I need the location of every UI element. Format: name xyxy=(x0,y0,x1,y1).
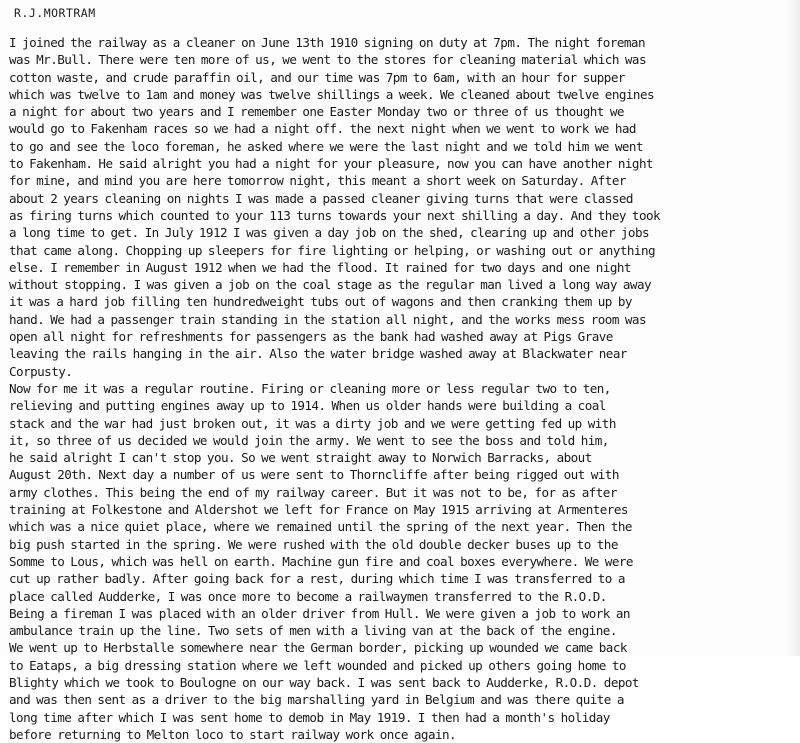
text-line: hand. We had a passenger train standing in the station all night, and the works mess room was xyxy=(9,311,646,327)
text-line: about 2 years cleaning on nights I was made a passed cleaner giving turns that were classed xyxy=(9,190,633,206)
text-line: stack and the war had just broken out, it was a dirty job and we were getting fed up with xyxy=(9,415,616,431)
text-line: as firing turns which counted to your 113 turns towards your next shilling a day. And they took xyxy=(9,207,661,223)
text-line: cotton waste, and crude paraffin oil, and our time was 7pm to 6am, with an hour for supper xyxy=(9,69,625,85)
text-line: which was a nice quiet place, where we remained until the spring of the next year. Then the xyxy=(9,519,632,535)
text-line: Corpusty. xyxy=(9,363,73,379)
document-body xyxy=(9,34,797,743)
text-line: was Mr.Bull. There were ten more of us, we went to the stores for cleaning material which was xyxy=(9,52,646,68)
text-line: Blighty which we took to Boulogne on our way back. I was sent back to Audderke, R.O.D. depot xyxy=(9,674,639,690)
text-line: else. I remember in August 1912 when we had the flood. It rained for two days and one night xyxy=(9,259,631,275)
text-line: cut up rather badly. After going back for a rest, during which time I was transferred to a xyxy=(9,571,625,587)
text-line: Being a fireman I was placed with an older driver from Hull. We were given a job to work an xyxy=(9,605,630,621)
text-line: open all night for refreshments for passengers as the bank had washed away at Pigs Grave xyxy=(9,329,613,345)
text-line: without stopping. I was given a job on the coal stage as the regular man lived a long way away xyxy=(9,277,652,293)
text-line: training at Folkestone and Aldershot we left for France on May 1915 arriving at Armenteres xyxy=(9,502,628,518)
text-line: big push started in the spring. We were rushed with the old double decker buses up to the xyxy=(9,536,618,552)
text-line: We went up to Herbstalle somewhere near the German border, picking up wounded we came back xyxy=(9,640,627,656)
text-line: a long time to get. In July 1912 I was given a day job on the shed, clearing up and other jobs xyxy=(9,225,650,241)
text-line: it was a hard job filling ten hundredweight tubs out of wagons and then cranking them up by xyxy=(9,294,632,310)
text-line: to go and see the loco foreman, he asked where we were the last night and we told him we went xyxy=(9,138,643,154)
text-line: before returning to Melton loco to start railway work once again. xyxy=(9,726,457,742)
text-line: I joined the railway as a cleaner on June 13th 1910 signing on duty at 7pm. The night foreman xyxy=(9,35,645,50)
text-line: Somme to Lous, which was hell on earth. Machine gun fire and coal boxes everywhere. We were xyxy=(9,553,633,569)
text-line: it, so three of us decided we would join the army. We went to see the boss and told him, xyxy=(9,432,609,448)
text-line: a night for about two years and I remember one Easter Monday two or three of us thought we xyxy=(9,104,624,120)
text-line: August 20th. Next day a number of us were sent to Thorncliffe after being rigged out with xyxy=(9,467,619,483)
text-line: place called Audderke, I was once more to become a railwaymen transferred to the R.O.D. xyxy=(9,588,607,604)
text-line: army clothes. This being the end of my railway career. But it was not to be, for as after xyxy=(9,484,617,500)
text-line: to Fakenham. He said alright you had a night for your pleasure, now you can have another night xyxy=(9,156,654,172)
text-line: that came along. Chopping up sleepers for fire lighting or helping, or washing out or anything xyxy=(9,242,656,258)
text-line: for mine, and mind you are here tomorrow night, this meant a short week on Saturday. After xyxy=(9,173,626,189)
text-line: ambulance train up the line. Two sets of men with a living van at the back of the engine. xyxy=(9,623,617,639)
page-edge-shadow xyxy=(786,0,800,656)
text-line: Now for me it was a regular routine. Firing or cleaning more or less regular two to ten, xyxy=(9,380,611,396)
text-line: relieving and putting engines away up to 1914. When us older hands were building a coal xyxy=(9,398,606,414)
text-line: he said alright I can't stop you. So we went straight away to Norwich Barracks, about xyxy=(9,450,592,466)
document-title: R.J.MORTRAM xyxy=(14,6,96,20)
text-line: to Eataps, a big dressing station where we left wounded and picked up others going home to xyxy=(9,657,626,673)
text-line: and was then sent as a driver to the big marshalling yard in Belgium and was there quite a xyxy=(9,692,624,708)
text-line: would go to Fakenham races so we had a night off. the next night when we went to work we had xyxy=(9,121,636,137)
text-line: leaving the rails hanging in the air. Also the water bridge washed away at Blackwater near xyxy=(9,346,627,362)
text-line: which was twelve to 1am and money was twelve shillings a week. We cleaned about twelve engines xyxy=(9,86,655,102)
text-line: long time after which I was sent home to demob in May 1919. I then had a month's holiday xyxy=(9,709,610,725)
